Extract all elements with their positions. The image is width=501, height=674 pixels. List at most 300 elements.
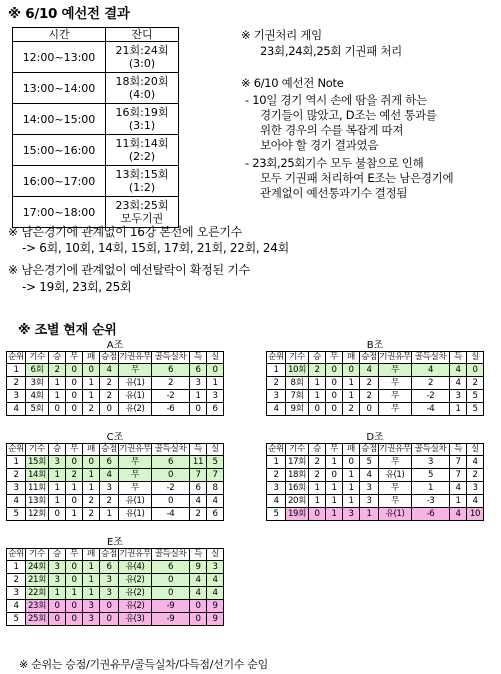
column-header: 골득실차 [152,352,190,364]
standings-cell: 4 [100,364,119,377]
standings-cell: 6회 [26,364,49,377]
standings-cell: 4 [450,482,467,495]
standings-cell: 0 [152,574,190,587]
eliminated-title: ※ 남은경기에 관계없이 예선탈락이 확정된 기수 [8,263,250,277]
schedule-row [13,104,179,135]
column-header: 패 [343,444,360,456]
standings-cell: 10회 [286,364,309,377]
column-header: 득 [190,549,207,561]
standings-cell: 4 [207,495,224,508]
standings-cell: 1 [7,561,26,574]
standings-cell: 0 [343,456,360,469]
standings-cell: 9 [207,600,224,613]
standings-cell: 무 [119,482,152,495]
standings-cell: 7회 [286,390,309,403]
standings-cell: 1 [343,469,360,482]
standings-cell: 0 [207,364,224,377]
standings-row [7,600,224,613]
standings-cell: 3 [207,561,224,574]
standings-cell: 0 [66,390,83,403]
standings-cell: 5 [467,403,484,416]
standings-row [7,469,224,482]
standings-row [267,469,484,482]
standings-cell: 0 [49,508,66,521]
standings-cell: 1 [100,508,119,521]
standings-cell: 4 [450,364,467,377]
standings-cell: 6 [152,561,190,574]
standings-cell: 2 [190,508,207,521]
column-header: 기권유무 [379,352,411,362]
column-header: 득 [190,352,207,364]
standings-cell: 15회 [26,456,49,469]
standings-cell: 5 [7,508,26,521]
standings-cell: 1 [83,561,100,574]
column-header: 순위 [8,352,24,362]
standings-cell: 0 [152,495,190,508]
standings-cell: 0 [152,587,190,600]
standings-cell: 유(3) [119,613,152,626]
standings-cell: 3 [360,495,379,508]
standings-cell: 0 [190,613,207,626]
standings-cell: 1 [83,469,100,482]
eliminated-list: -> 19회, 23회, 25회 [22,280,132,294]
column-header: 기권유무 [379,444,411,454]
standings-cell: 무 [379,482,412,495]
standings-cell: 4 [267,403,286,416]
standings-cell: 0 [83,364,100,377]
standings-cell: 유(2) [119,587,152,600]
schedule-result [106,73,179,104]
group-e-standings [6,537,224,626]
standings-cell: 유(2) [119,403,152,416]
standings-cell: 5 [7,613,26,626]
standings-cell: 1 [66,508,83,521]
standings-cell: 0 [66,561,83,574]
group-d-standings [266,432,484,521]
standings-cell: 0 [326,377,343,390]
standings-cell: 4 [7,403,26,416]
column-header: 실 [207,352,224,364]
column-header: 승점 [361,444,377,454]
schedule-row [13,197,179,228]
match-teams: 18회:20회 [115,75,169,88]
schedule-time: 16:00~17:00 [13,166,106,197]
standings-cell: 4회 [26,390,49,403]
standings-cell: 0 [360,403,379,416]
standings-row [7,587,224,600]
note-line: 위한 경우의 수를 복잡게 따져 [260,123,404,137]
standings-cell: 유(1) [119,390,152,403]
standings-cell: 2 [100,390,119,403]
standings-cell: 1 [49,377,66,390]
note-line: - 10일 경기 역시 손에 땀을 쥐게 하는 [245,93,427,107]
match-score: (3:1) [128,119,156,132]
standings-cell: 0 [66,403,83,416]
standings-cell: 3 [267,390,286,403]
standings-cell: 4 [467,456,484,469]
column-header: 골득실차 [152,444,190,456]
column-header: 골득실차 [412,352,450,364]
column-header: 기수 [286,352,309,364]
standings-cell: 유(1) [119,495,152,508]
standings-cell: 5회 [26,403,49,416]
standings-cell: 4 [190,495,207,508]
column-header: 승 [309,444,326,456]
standings-cell: 1 [66,587,83,600]
standings-row [267,482,484,495]
group-title: E조 [107,537,123,548]
standings-cell: 3 [7,390,26,403]
column-header: 무 [326,352,343,364]
standings-cell: 3 [100,574,119,587]
standings-cell: 2 [412,377,450,390]
standings-table [6,443,224,521]
group-c-standings [6,432,224,521]
standings-cell: 0 [66,364,83,377]
standings-cell: 3 [49,561,66,574]
column-header: 득 [450,444,467,456]
column-header: 승 [309,352,326,364]
schedule-result [106,166,179,197]
standings-cell: 0 [100,613,119,626]
column-header: 승 [49,352,66,364]
column-header: 실 [207,549,224,561]
standings-cell: 1 [83,377,100,390]
column-header: 순위 [268,352,284,362]
standings-cell: 4 [190,587,207,600]
match-score: (3:0) [128,57,156,70]
schedule-header [13,28,179,42]
standings-cell: 7 [450,456,467,469]
standings-cell: 19회 [286,508,309,521]
column-header: 승점 [101,352,117,362]
standings-row [7,495,224,508]
standings-row [7,403,224,416]
standings-cell: 0 [66,495,83,508]
standings-cell: 0 [343,364,360,377]
column-header: 무 [66,352,83,364]
column-header: 승 [49,549,66,561]
qualified-list: -> 6회, 10회, 14회, 15회, 17회, 21회, 22회, 24회 [22,241,289,255]
standings-cell: 1 [7,364,26,377]
standings-cell: 1 [309,377,326,390]
match-score: (4:0) [128,88,156,101]
standings-cell: 4 [360,469,379,482]
standings-cell: -2 [152,390,190,403]
standings-title: ※ 조별 현재 순위 [18,323,117,338]
standings-cell: -4 [152,508,190,521]
standings-cell: 3 [467,482,484,495]
standings-cell: 4 [7,495,26,508]
footnote: ※ 순위는 승점/기권유무/골득실차/다득점/선기수 순임 [19,658,268,671]
standings-row [7,482,224,495]
standings-row [7,390,224,403]
standings-cell: 1 [309,390,326,403]
standings-cell: 1 [207,377,224,390]
standings-cell: 4 [450,377,467,390]
column-header: 기권유무 [119,352,151,362]
standings-row [267,508,484,521]
column-header: 골득실차 [152,549,190,561]
schedule-header-time: 시간 [13,28,106,42]
standings-cell: 6 [190,482,207,495]
standings-cell: 3 [49,456,66,469]
standings-cell: 2 [309,364,326,377]
match-score: 모두기권 [120,212,164,225]
standings-cell: 3 [49,574,66,587]
standings-cell: 3 [450,390,467,403]
standings-cell: 1 [343,495,360,508]
standings-cell: 0 [309,403,326,416]
standings-cell: 2 [267,377,286,390]
standings-cell: 1 [412,482,450,495]
standings-cell: 2 [309,469,326,482]
standings-cell: 0 [83,456,100,469]
standings-cell: -3 [412,495,450,508]
standings-cell: 1 [83,482,100,495]
column-header: 득 [450,352,467,364]
standings-cell: 4 [207,587,224,600]
standings-cell: 유(4) [119,561,152,574]
standings-cell: 16회 [286,482,309,495]
standings-cell: 1 [450,495,467,508]
standings-cell: 0 [190,403,207,416]
note-line: - 23회,25회기수 모두 불참으로 인해 [245,156,424,170]
schedule-time: 15:00~16:00 [13,135,106,166]
standings-cell: 1 [343,390,360,403]
standings-cell: 2 [360,390,379,403]
standings-cell: -4 [412,403,450,416]
standings-cell: 2 [83,508,100,521]
column-header: 기권유무 [119,549,151,559]
standings-row [267,456,484,469]
column-header: 기수 [286,444,309,456]
standings-cell: 0 [49,600,66,613]
standings-cell: 0 [152,469,190,482]
column-header: 골득실차 [412,444,450,456]
column-header: 패 [83,352,100,364]
column-header: 기수 [26,352,49,364]
column-header: 순위 [268,444,284,454]
standings-cell: 3 [7,587,26,600]
standings-cell: 9 [190,561,207,574]
standings-cell: -6 [412,508,450,521]
standings-cell: 22회 [26,587,49,600]
standings-cell: 1 [83,574,100,587]
standings-cell: 0 [326,469,343,482]
standings-cell: 1 [267,456,286,469]
standings-cell: 21회 [26,574,49,587]
standings-cell: 3 [412,456,450,469]
column-header: 실 [467,352,484,364]
group-title: A조 [106,340,124,351]
standings-cell: 1 [326,482,343,495]
standings-cell: 7 [450,469,467,482]
match-teams: 23회:25회 [115,199,169,212]
standings-cell: 0 [100,403,119,416]
schedule-result [106,135,179,166]
standings-cell: 6 [152,364,190,377]
standings-cell: 0 [66,456,83,469]
standings-cell: 2 [360,377,379,390]
standings-row [7,613,224,626]
standings-row [7,377,224,390]
match-teams: 13회:15회 [115,168,169,181]
column-header: 패 [83,444,100,456]
standings-cell: 1 [49,469,66,482]
standings-cell: 6 [152,456,190,469]
standings-cell: 2 [100,377,119,390]
standings-table [6,351,224,416]
column-header: 무 [326,444,343,456]
standings-cell: 무 [119,456,152,469]
standings-row [267,403,484,416]
standings-cell: 18회 [286,469,309,482]
standings-cell: 8회 [286,377,309,390]
standings-cell: 1 [83,587,100,600]
column-header: 승점 [101,444,117,454]
standings-cell: 유(1) [119,508,152,521]
standings-row [267,495,484,508]
standings-cell: 2 [83,403,100,416]
qualified-title: ※ 남은경기에 관계없이 16강 본선에 오른기수 [8,225,242,239]
standings-cell: 4 [360,364,379,377]
standings-cell: 4 [7,600,26,613]
standings-cell: 0 [190,600,207,613]
standings-cell: 7 [207,469,224,482]
standings-cell: 3 [7,482,26,495]
standings-cell: 1 [343,377,360,390]
standings-table [6,548,224,626]
schedule-row [13,73,179,104]
standings-row [7,364,224,377]
note-line: 관계없이 예선통과기수 결정됨 [260,186,408,200]
standings-cell: 유(1) [379,508,412,521]
standings-cell: 2 [100,495,119,508]
standings-cell: 2 [343,403,360,416]
standings-cell: 3 [343,508,360,521]
standings-cell: 유(2) [119,574,152,587]
standings-cell: 3 [100,482,119,495]
match-teams: 16회:19회 [115,106,169,119]
standings-cell: 5 [267,508,286,521]
standings-cell: 1 [49,482,66,495]
match-teams: 21회:24회 [115,44,169,57]
standings-cell: 3 [83,613,100,626]
standings-cell: 11회 [26,482,49,495]
schedule-table [12,27,179,228]
standings-cell: 0 [49,403,66,416]
standings-cell: 1 [343,482,360,495]
standings-cell: 17회 [286,456,309,469]
standings-cell: 유(2) [119,600,152,613]
schedule-row [13,166,179,197]
match-score: (1:2) [128,181,156,194]
standings-header [7,352,224,364]
group-a-standings [6,340,224,416]
standings-cell: 1 [66,482,83,495]
note-line: 보아야 할 경기 결과였음 [260,138,379,152]
standings-cell: 6 [190,364,207,377]
standings-cell: 2 [66,469,83,482]
standings-table [266,351,484,416]
standings-cell: 6 [100,456,119,469]
standings-cell: 8 [207,482,224,495]
standings-cell: 5 [207,456,224,469]
standings-cell: 5 [467,390,484,403]
standings-cell: 3 [267,482,286,495]
standings-row [7,574,224,587]
standings-cell: 25회 [26,613,49,626]
standings-cell: 1 [83,390,100,403]
standings-cell: 12회 [26,508,49,521]
standings-cell: 0 [66,377,83,390]
standings-cell: 2 [267,469,286,482]
standings-cell: 4 [412,364,450,377]
standings-cell: 0 [309,508,326,521]
standings-cell: 10 [467,508,484,521]
standings-cell: -2 [152,482,190,495]
column-header: 기권유무 [119,444,151,454]
standings-cell: 1 [49,587,66,600]
schedule-result [106,197,179,228]
schedule-result [106,104,179,135]
standings-cell: 무 [379,364,412,377]
standings-cell: 4 [100,469,119,482]
column-header: 무 [66,549,83,561]
standings-header [7,549,224,561]
standings-cell: 6 [100,561,119,574]
standings-row [267,364,484,377]
column-header: 득 [190,444,207,456]
standings-cell: 0 [66,600,83,613]
standings-cell: 무 [119,469,152,482]
standings-cell: 5 [360,456,379,469]
forfeit-text: 23회,24회,25회 기권패 처리 [260,44,402,58]
schedule-row [13,42,179,73]
standings-cell: 9 [207,613,224,626]
schedule-result [106,42,179,73]
standings-cell: 2 [83,495,100,508]
standings-cell: 무 [379,456,412,469]
standings-cell: 6 [207,403,224,416]
note-line: 모두 기권패 처리하여 E조는 남은경기에 [260,171,454,185]
standings-cell: 1 [49,495,66,508]
standings-header [7,444,224,456]
group-title: D조 [366,432,384,443]
column-header: 패 [83,549,100,561]
standings-cell: 1 [326,495,343,508]
standings-cell: 유(1) [379,469,412,482]
standings-cell: 2 [7,469,26,482]
standings-cell: 4 [207,574,224,587]
standings-row [7,456,224,469]
standings-cell: 4 [467,495,484,508]
standings-cell: 4 [190,574,207,587]
column-header: 무 [66,444,83,456]
standings-cell: 4 [267,495,286,508]
standings-cell: 무 [379,377,412,390]
note-title: ※ 6/10 예선전 Note [241,76,344,90]
standings-cell: 14회 [26,469,49,482]
standings-cell: 1 [326,456,343,469]
standings-cell: 0 [326,364,343,377]
page-title: ※ 6/10 예선전 결과 [8,6,130,22]
schedule-time: 14:00~15:00 [13,104,106,135]
column-header: 순위 [8,444,24,454]
standings-row [7,561,224,574]
schedule-row [13,135,179,166]
